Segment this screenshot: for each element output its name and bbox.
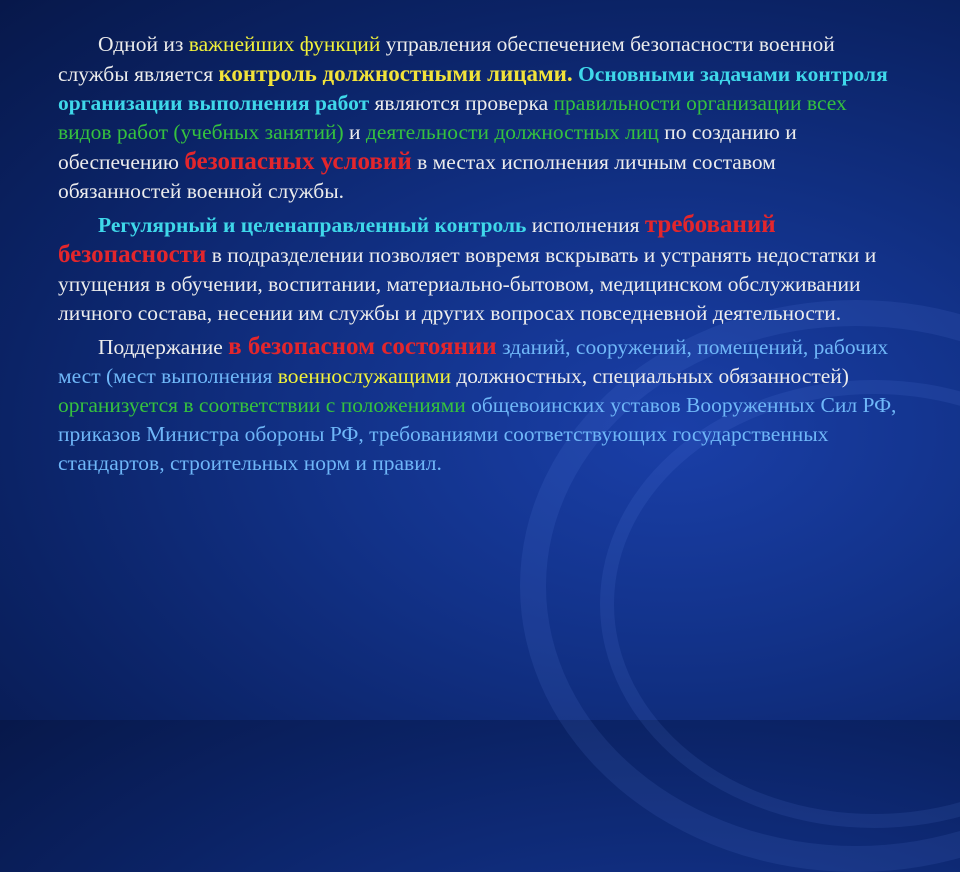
text-segment: Основными задачами контроля организации выполнения работ bbox=[58, 62, 888, 115]
slide-text-body bbox=[58, 30, 904, 482]
text-segment: деятельности должностных лиц bbox=[365, 120, 659, 144]
text-segment: в местах исполнения личным составом обязанностей военной службы. bbox=[58, 150, 776, 203]
text-segment: организуется в соответствии с положениями bbox=[58, 393, 466, 417]
text-segment: Поддержание bbox=[98, 335, 229, 359]
text-segment: являются проверка bbox=[369, 91, 554, 115]
paragraph-regular-control bbox=[58, 210, 904, 328]
paragraph-control-tasks bbox=[58, 30, 904, 206]
text-segment: контроль должностными лицами. bbox=[218, 61, 573, 86]
text-segment: управления обеспечением безопасности военной службы является bbox=[58, 32, 835, 86]
text-segment: должностных, специальных обязанностей) bbox=[450, 364, 849, 388]
text-segment: безопасных условий bbox=[184, 148, 412, 175]
text-segment: общевоинских уставов Вооруженных Сил РФ, приказов Министра обороны РФ, требованиями соответствующих государственных стандартов, строительных норм и правил. bbox=[58, 393, 897, 475]
text-segment: исполнения bbox=[526, 213, 645, 237]
text-segment: требований безопасности bbox=[58, 211, 776, 268]
paragraph-safe-state bbox=[58, 332, 904, 478]
text-segment: Регулярный и целенаправленный контроль bbox=[98, 213, 527, 237]
text-segment: правильности организации всех видов работ (учебных занятий) bbox=[58, 91, 847, 144]
text-segment: военнослужащими bbox=[277, 364, 451, 388]
text-segment: важнейших функций bbox=[188, 32, 381, 56]
text-segment: и bbox=[343, 120, 366, 144]
text-segment: в безопасном состоянии bbox=[228, 333, 497, 360]
text-segment: по созданию и обеспечению bbox=[58, 120, 797, 174]
text-segment: зданий, сооружений, помещений, рабочих мест (мест выполнения bbox=[58, 335, 889, 388]
text-segment: в подразделении позволяет вовремя вскрывать и устранять недостатки и упущения в обучении, воспитании, материально-бытовом, медицинском обслуживании личного состава, несении им службы и других вопросах повседневной деятельности. bbox=[58, 243, 877, 325]
text-segment: Одной из bbox=[98, 32, 189, 56]
